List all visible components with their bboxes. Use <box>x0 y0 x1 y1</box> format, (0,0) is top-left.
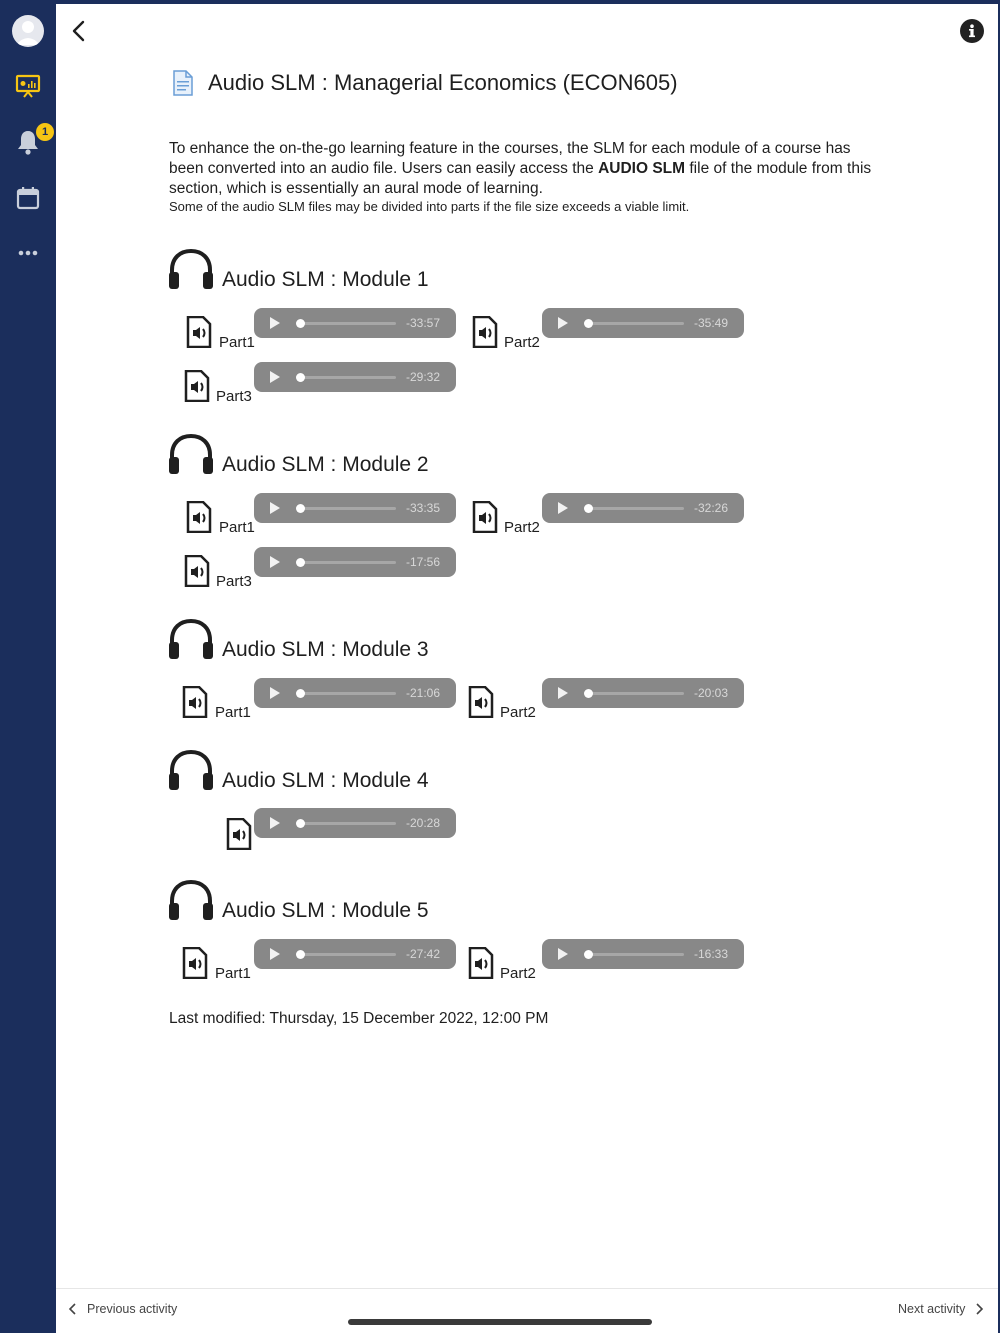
seek-handle[interactable] <box>296 689 305 698</box>
audio-player[interactable] <box>254 362 456 392</box>
play-icon[interactable] <box>270 371 280 383</box>
play-icon[interactable] <box>270 502 280 514</box>
home-indicator[interactable] <box>348 1319 652 1325</box>
time-remaining: -17:56 <box>405 555 440 569</box>
time-remaining: -16:33 <box>693 947 728 961</box>
part-label: Part3 <box>216 573 252 590</box>
seek-track[interactable] <box>298 561 396 564</box>
audio-file-icon <box>468 686 494 718</box>
previous-activity-label: Previous activity <box>87 1302 178 1316</box>
play-icon[interactable] <box>558 317 568 329</box>
audio-file-icon <box>472 316 498 348</box>
audio-player[interactable] <box>254 939 456 969</box>
time-remaining: -35:49 <box>693 316 728 330</box>
time-remaining: -20:28 <box>405 816 440 830</box>
next-activity-link[interactable] <box>898 1302 984 1316</box>
headphones-icon <box>168 618 214 660</box>
audio-part <box>226 808 456 854</box>
audio-file-icon <box>468 947 494 979</box>
part-label: Part1 <box>215 704 251 721</box>
play-icon[interactable] <box>558 948 568 960</box>
audio-part <box>184 547 456 593</box>
audio-part <box>186 308 456 354</box>
audio-part <box>472 493 744 539</box>
time-remaining: -33:35 <box>405 501 440 515</box>
play-icon[interactable] <box>558 687 568 699</box>
audio-file-icon <box>182 947 208 979</box>
audio-player[interactable] <box>254 493 456 523</box>
seek-track[interactable] <box>298 507 396 510</box>
time-remaining: -32:26 <box>693 501 728 515</box>
seek-handle[interactable] <box>584 689 593 698</box>
play-icon[interactable] <box>270 948 280 960</box>
seek-handle[interactable] <box>584 504 593 513</box>
part-label: Part3 <box>216 388 252 405</box>
audio-part <box>182 678 456 724</box>
time-remaining: -29:32 <box>405 370 440 384</box>
headphones-icon <box>168 879 214 921</box>
audio-file-icon <box>186 501 212 533</box>
headphones-icon <box>168 248 214 290</box>
module-header <box>168 618 429 660</box>
part-label: Part2 <box>500 704 536 721</box>
seek-track[interactable] <box>298 692 396 695</box>
description-text: To enhance the on-the-go learning feature in the courses, the SLM for each module of a course has been converted into an audio file. Users can easily access the <box>169 140 851 177</box>
audio-file-icon <box>472 501 498 533</box>
time-remaining: -33:57 <box>405 316 440 330</box>
notification-badge: 1 <box>36 123 54 141</box>
seek-handle[interactable] <box>296 319 305 328</box>
module-title: Audio SLM : Module 4 <box>222 769 429 792</box>
info-icon[interactable] <box>960 19 984 43</box>
audio-file-icon <box>184 370 210 402</box>
audio-player[interactable] <box>542 678 744 708</box>
chevron-left-icon[interactable] <box>66 17 92 45</box>
play-icon[interactable] <box>270 687 280 699</box>
headphones-icon <box>168 749 214 791</box>
course-presentation-icon[interactable] <box>14 72 42 100</box>
seek-track[interactable] <box>298 322 396 325</box>
audio-player[interactable] <box>254 678 456 708</box>
last-modified: Last modified: Thursday, 15 December 2022, 12:00 PM <box>169 1010 549 1027</box>
seek-handle[interactable] <box>296 558 305 567</box>
part-label: Part2 <box>504 334 540 351</box>
part-label: Part1 <box>219 519 255 536</box>
audio-file-icon <box>186 316 212 348</box>
description-bold: AUDIO SLM <box>598 160 686 177</box>
seek-track[interactable] <box>298 822 396 825</box>
module-header <box>168 879 429 921</box>
module-header <box>168 433 429 475</box>
page-note: Some of the audio SLM files may be divided into parts if the file size exceeds a viable limit. <box>169 199 690 214</box>
audio-player[interactable] <box>254 547 456 577</box>
play-icon[interactable] <box>270 556 280 568</box>
module-title: Audio SLM : Module 2 <box>222 453 429 476</box>
seek-handle[interactable] <box>584 319 593 328</box>
part-label: Part1 <box>219 334 255 351</box>
seek-handle[interactable] <box>584 950 593 959</box>
audio-player[interactable] <box>254 308 456 338</box>
audio-player[interactable] <box>542 939 744 969</box>
play-icon[interactable] <box>270 317 280 329</box>
next-activity-label: Next activity <box>898 1302 966 1316</box>
audio-file-icon <box>184 555 210 587</box>
user-avatar-icon[interactable] <box>12 15 44 47</box>
audio-part <box>182 939 456 985</box>
previous-activity-link[interactable] <box>68 1302 177 1316</box>
page-document-icon <box>172 70 194 96</box>
sidebar <box>0 0 56 1333</box>
audio-part <box>184 362 456 408</box>
page-header <box>172 70 678 96</box>
page-title: Audio SLM : Managerial Economics (ECON605) <box>208 70 678 95</box>
seek-handle[interactable] <box>296 373 305 382</box>
seek-track[interactable] <box>586 507 684 510</box>
audio-part <box>468 939 744 985</box>
more-icon[interactable] <box>14 240 42 268</box>
play-icon[interactable] <box>558 502 568 514</box>
audio-file-icon <box>182 686 208 718</box>
footer-divider <box>56 1288 998 1289</box>
seek-track[interactable] <box>298 376 396 379</box>
seek-handle[interactable] <box>296 819 305 828</box>
time-remaining: -20:03 <box>693 686 728 700</box>
audio-player[interactable] <box>542 493 744 523</box>
seek-handle[interactable] <box>296 950 305 959</box>
part-label: Part1 <box>215 965 251 982</box>
seek-handle[interactable] <box>296 504 305 513</box>
audio-player[interactable] <box>542 308 744 338</box>
page-description <box>169 139 889 199</box>
seek-track[interactable] <box>586 322 684 325</box>
part-label: Part2 <box>500 965 536 982</box>
audio-part <box>468 678 744 724</box>
module-header <box>168 749 429 791</box>
headphones-icon <box>168 433 214 475</box>
time-remaining: -21:06 <box>405 686 440 700</box>
chevron-right-icon <box>974 1303 984 1315</box>
audio-part <box>472 308 744 354</box>
description-text-end: file of the module from this section, which is essentially an aural mode of learning. <box>169 160 872 197</box>
audio-part <box>186 493 456 539</box>
audio-player[interactable] <box>254 808 456 838</box>
module-header <box>168 248 429 290</box>
seek-track[interactable] <box>586 692 684 695</box>
play-icon[interactable] <box>270 817 280 829</box>
chevron-left-icon <box>68 1303 78 1315</box>
module-title: Audio SLM : Module 3 <box>222 638 429 661</box>
time-remaining: -27:42 <box>405 947 440 961</box>
seek-track[interactable] <box>586 953 684 956</box>
calendar-icon[interactable] <box>14 184 42 212</box>
audio-file-icon <box>226 818 252 850</box>
seek-track[interactable] <box>298 953 396 956</box>
module-title: Audio SLM : Module 5 <box>222 899 429 922</box>
module-title: Audio SLM : Module 1 <box>222 268 429 291</box>
part-label: Part2 <box>504 519 540 536</box>
